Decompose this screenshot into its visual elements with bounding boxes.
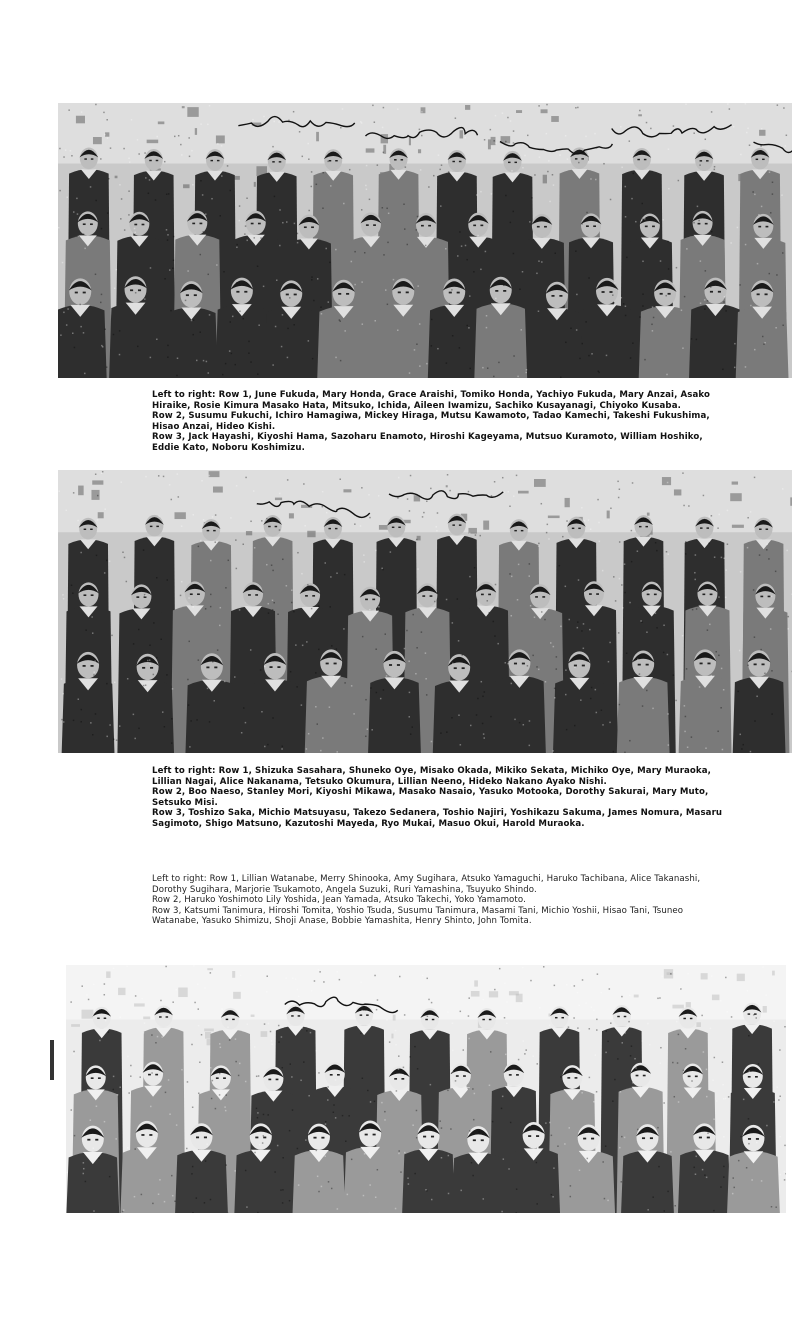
caption-3-row-2: Row 2, Haruko Yoshimoto Lily Yoshida, Jean Yamada, Atsuko Takechi, Yoko Yamamoto.: [152, 895, 526, 906]
caption-2-row-2: Row 2, Boo Naeso, Stanley Mori, Kiyoshi Mikawa, Masako Nasaio, Yasuko Motooka, Dorothy Sakurai, Mary Muto, Setsuko Misi.: [152, 787, 709, 808]
class-photo-3-image: [66, 965, 786, 1213]
caption-2-row-3: Row 3, Toshizo Saka, Michio Matsuyasu, Takezo Sedanera, Toshio Najiri, Yoshikazu Sakuma, James Nomura, Masaru Sagimoto, Shigo Matsuno, Kazutoshi Mayeda, Ryo Mukai, Masuo Okui, Harold Muraoka.: [152, 808, 723, 829]
margin-mark: [50, 1040, 54, 1080]
class-photo-2-image: [58, 470, 792, 753]
caption-1-row-2: Row 2, Susumu Fukuchi, Ichiro Hamagiwa, Mickey Hiraga, Mutsu Kawamoto, Tadao Kamechi, Takeshi Fukushima, Hisao Anzai, Hideo Kishi.: [152, 411, 710, 432]
caption-3-row-1: Left to right: Row 1, Lillian Watanabe, Merry Shinooka, Amy Sugihara, Atsuko Yamaguchi, Haruko Tachibana, Alice Takanashi, Dorothy Sugihara, Marjorie Tsukamoto, Angela Suzuki, Ruri Yamashina, Tsuyuko Shindo.: [152, 874, 701, 895]
class-photo-3: [66, 965, 786, 1213]
caption-1-row-3: Row 3, Jack Hayashi, Kiyoshi Hama, Sazoharu Enamoto, Hiroshi Kageyama, Mutsuo Kuramoto, William Hoshiko, Eddie Kato, Noboru Koshimizu.: [152, 432, 703, 453]
class-photo-1: [58, 103, 792, 378]
caption-1-row-1: Left to right: Row 1, June Fukuda, Mary Honda, Grace Araishi, Tomiko Honda, Yachiyo Fukuda, Mary Anzai, Asako Hiraike, Rosie Kimura Masako Hata, Mitsuko, Ichida, Aileen Iwamizu, Sachiko Kusayanagi, Chiyoko Kusaba.: [152, 390, 710, 411]
class-photo-1-image: [58, 103, 792, 378]
caption-3-row-3: Row 3, Katsumi Tanimura, Hiroshi Tomita, Yoshio Tsuda, Susumu Tanimura, Masami Tani, Michio Yoshii, Hisao Tani, Tsuneo Watanabe, Yasuko Shimizu, Shoji Anase, Bobbie Yamashita, Henry Shinto, John Tomita.: [152, 905, 684, 927]
class-photo-2: [58, 470, 792, 753]
caption-3: [152, 874, 732, 927]
caption-2: [152, 766, 732, 830]
caption-1: [152, 390, 732, 454]
caption-2-row-1: Left to right: Row 1, Shizuka Sasahara, Shuneko Oye, Misako Okada, Mikiko Sekata, Michiko Oye, Mary Muraoka, Lillian Nagai, Alice Nakanama, Tetsuko Okumura, Lillian Neeno, Hideko Nakano Ayako Nishi.: [152, 766, 712, 787]
